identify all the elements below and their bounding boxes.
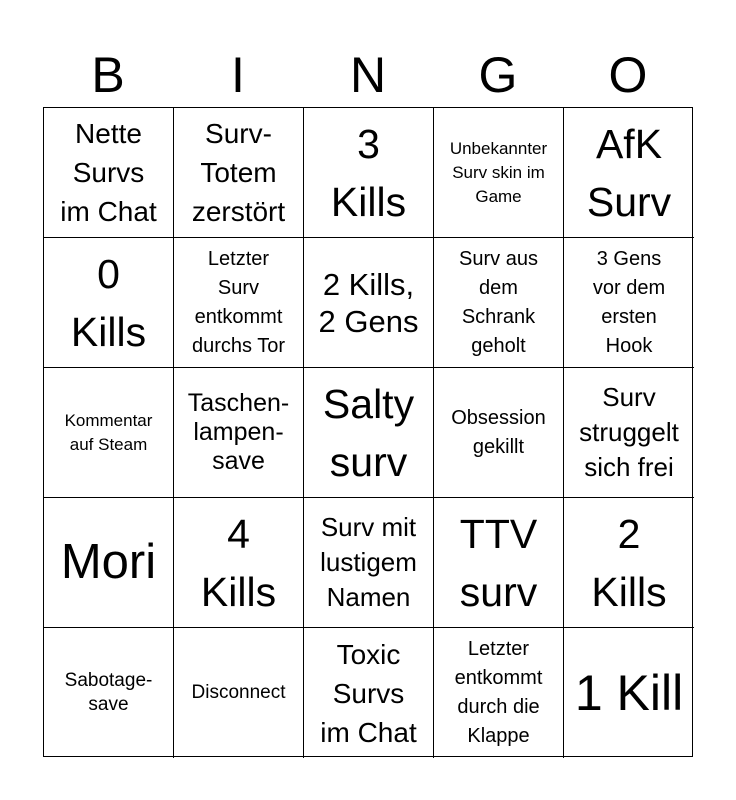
header-letter-i: I <box>231 47 245 103</box>
bingo-cell-text: Kommentar auf Steam <box>64 410 153 454</box>
bingo-cell-text: Toxic Survs im Chat <box>320 638 417 748</box>
bingo-cell[interactable] <box>564 498 694 628</box>
bingo-cell[interactable] <box>434 498 564 628</box>
bingo-cell-text: AfK Surv <box>586 120 672 225</box>
bingo-cell[interactable] <box>564 108 694 238</box>
bingo-cell-text: Salty surv <box>322 380 415 485</box>
bingo-cell-text: Nette Survs im Chat <box>60 118 157 227</box>
bingo-cell[interactable] <box>304 238 434 368</box>
bingo-cell[interactable] <box>44 108 174 238</box>
header-letter-b: B <box>91 47 125 103</box>
bingo-cell[interactable] <box>434 108 564 238</box>
bingo-cell-text: Sabotage- save <box>64 670 153 715</box>
bingo-cell-text: Taschen- lampen- save <box>187 389 290 475</box>
bingo-cell[interactable] <box>564 368 694 498</box>
header-letter-g: G <box>478 47 518 103</box>
bingo-cell-text: 1 Kill <box>574 665 684 721</box>
header-letter-o: O <box>608 47 648 103</box>
bingo-cell-text: 3 Gens vor dem ersten Hook <box>592 247 666 357</box>
bingo-cell[interactable] <box>564 238 694 368</box>
bingo-cell[interactable] <box>304 628 434 758</box>
bingo-cell[interactable] <box>564 628 694 758</box>
bingo-board <box>43 107 693 757</box>
bingo-cell[interactable] <box>44 628 174 758</box>
bingo-cell[interactable] <box>304 108 434 238</box>
header-letter-n: N <box>349 47 387 103</box>
bingo-cell[interactable] <box>434 368 564 498</box>
bingo-cell[interactable] <box>44 498 174 628</box>
bingo-cell-text: 4 Kills <box>200 510 277 615</box>
bingo-cell-text: TTV surv <box>459 510 538 615</box>
bingo-cell[interactable] <box>434 238 564 368</box>
bingo-cell-text: Disconnect <box>191 682 286 703</box>
bingo-cell[interactable] <box>174 498 304 628</box>
bingo-cell[interactable] <box>174 368 304 498</box>
bingo-cell-text: Surv aus dem Schrank geholt <box>459 247 538 357</box>
bingo-cell[interactable] <box>44 368 174 498</box>
bingo-cell[interactable] <box>174 628 304 758</box>
bingo-cell-text: Surv- Totem zerstört <box>191 118 286 227</box>
bingo-header <box>43 44 693 106</box>
bingo-cell-text: Surv struggelt sich frei <box>579 382 679 482</box>
bingo-cell-text: Surv mit lustigem Namen <box>320 512 417 612</box>
bingo-cell-text: Mori <box>60 535 157 589</box>
bingo-cell[interactable] <box>304 498 434 628</box>
bingo-cell-text: 2 Kills, 2 Gens <box>318 266 419 339</box>
bingo-cell[interactable] <box>304 368 434 498</box>
bingo-cell[interactable] <box>434 628 564 758</box>
bingo-cell[interactable] <box>174 108 304 238</box>
bingo-cell-text: Letzter Surv entkommt durchs Tor <box>191 247 285 357</box>
bingo-cell-text: 2 Kills <box>591 510 667 615</box>
bingo-cell-text: 0 Kills <box>70 250 147 355</box>
bingo-cell-text: Letzter entkommt durch die Klappe <box>454 638 543 747</box>
bingo-cell[interactable] <box>44 238 174 368</box>
bingo-cell-text: Obsession gekillt <box>451 406 546 458</box>
bingo-cell-text: Unbekannter Surv skin im Game <box>449 138 548 206</box>
bingo-cell-text: 3 Kills <box>330 120 407 225</box>
bingo-cell[interactable] <box>174 238 304 368</box>
